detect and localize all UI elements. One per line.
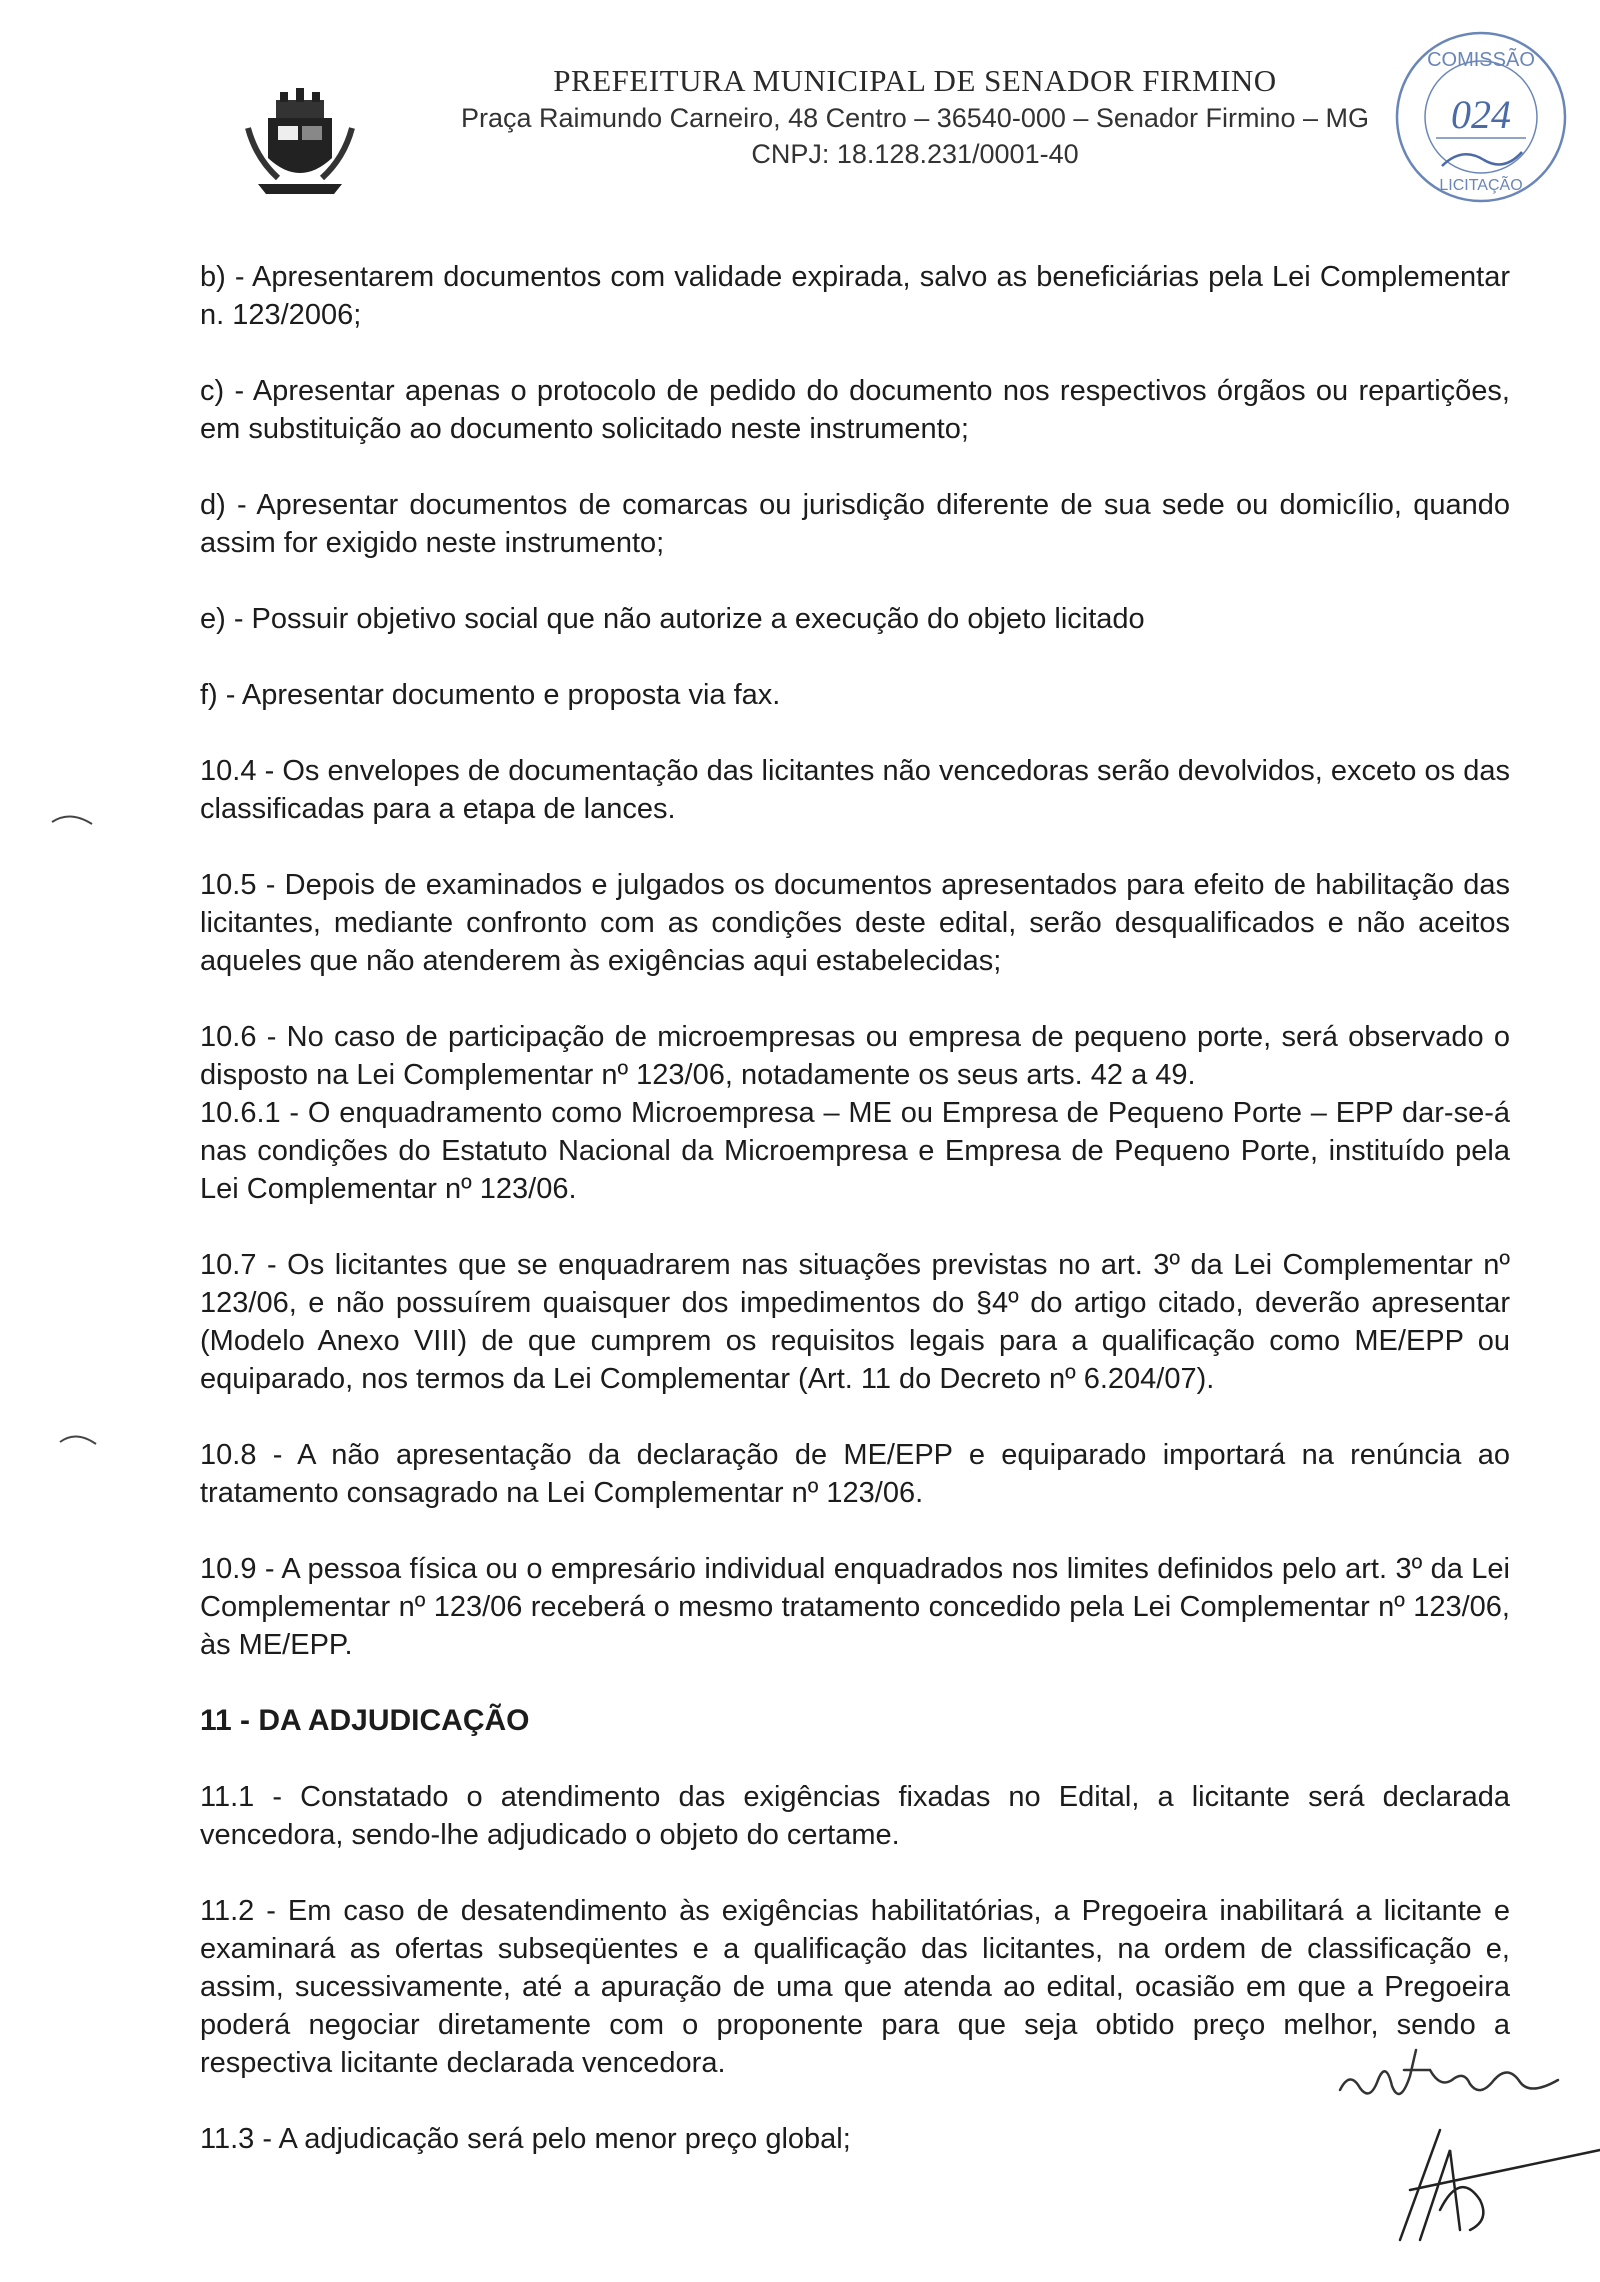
letterhead-address: Praça Raimundo Carneiro, 48 Centro – 36540-000 – Senador Firmino – MG xyxy=(461,103,1369,133)
document-body xyxy=(200,258,1510,2196)
clause-10-9: 10.9 - A pessoa física ou o empresário individual enquadrados nos limites definidos pelo art. 3º da Lei Complementar nº 123/06 receberá o mesmo tratamento concedido pela Lei Complementar nº 123/06, às ME/EPP. xyxy=(200,1553,1510,1661)
stamp-text-top: COMISSÃO xyxy=(1427,49,1535,71)
clause-e: e) - Possuir objetivo social que não autorize a execução do objeto licitado xyxy=(200,603,1145,635)
clause-f: f) - Apresentar documento e proposta via fax. xyxy=(200,679,781,711)
margin-mark xyxy=(50,808,94,826)
clause-11-1: 11.1 - Constatado o atendimento das exigências fixadas no Edital, a licitante será declarada vencedora, sendo-lhe adjudicado o objeto do certame. xyxy=(200,1781,1510,1851)
clause-c: c) - Apresentar apenas o protocolo de pedido do documento nos respectivos órgãos ou repartições, em substituição ao documento solicitado neste instrumento; xyxy=(200,375,1510,445)
margin-mark xyxy=(58,1428,98,1446)
clause-11-2: 11.2 - Em caso de desatendimento às exigências habilitatórias, a Pregoeira inabilitará a licitante e examinará as ofertas subseqüentes e a qualificação das licitantes, na ordem de classificação e, assim, sucessivamente, até a apuração de uma que atenda ao edital, ocasião em que a Pregoeira poderá negociar diretamente com o proponente para que seja obtido preço melhor, sendo a respectiva licitante declarada vencedora. xyxy=(200,1895,1510,2079)
letterhead xyxy=(440,62,1390,172)
clause-10-4: 10.4 - Os envelopes de documentação das licitantes não vencedoras serão devolvidos, exceto os das classificadas para a etapa de lances. xyxy=(200,755,1510,825)
letterhead-title: PREFEITURA MUNICIPAL DE SENADOR FIRMINO xyxy=(553,63,1277,98)
handwritten-initials xyxy=(1330,2040,1570,2110)
letterhead-cnpj: CNPJ: 18.128.231/0001-40 xyxy=(751,139,1079,169)
clause-10-6: 10.6 - No caso de participação de microempresas ou empresa de pequeno porte, será observado o disposto na Lei Complementar nº 123/06, notadamente os seus arts. 42 a 49. xyxy=(200,1021,1510,1091)
stamp-text-bottom: LICITAÇÃO xyxy=(1439,177,1523,194)
municipal-crest-icon xyxy=(238,78,362,198)
clause-11-3: 11.3 - A adjudicação será pelo menor preço global; xyxy=(200,2123,851,2155)
clause-d: d) - Apresentar documentos de comarcas ou jurisdição diferente de sua sede ou domicílio, quando assim for exigido neste instrumento; xyxy=(200,489,1510,559)
clause-b: b) - Apresentarem documentos com validade expirada, salvo as beneficiárias pela Lei Complementar n. 123/2006; xyxy=(200,261,1510,331)
commission-stamp xyxy=(1392,28,1570,206)
clause-10-8: 10.8 - A não apresentação da declaração de ME/EPP e equiparado importará na renúncia ao tratamento consagrado na Lei Complementar nº 123/06. xyxy=(200,1439,1510,1509)
handwritten-signature xyxy=(1380,2110,1600,2260)
clause-10-5: 10.5 - Depois de examinados e julgados os documentos apresentados para efeito de habilitação das licitantes, mediante confronto com as condições deste edital, serão desqualificados e não aceitos aqueles que não atenderem às exigências aqui estabelecidas; xyxy=(200,869,1510,977)
clause-10-7: 10.7 - Os licitantes que se enquadrarem nas situações previstas no art. 3º da Lei Complementar nº 123/06, e não possuírem quaisquer dos impedimentos do §4º do artigo citado, deverão apresentar (Modelo Anexo VIII) de que cumprem os requisitos legais para a qualificação como ME/EPP ou equiparado, nos termos da Lei Complementar (Art. 11 do Decreto nº 6.204/07). xyxy=(200,1249,1510,1395)
stamp-number: 024 xyxy=(1451,92,1511,137)
section-heading-11: 11 - DA ADJUDICAÇÃO xyxy=(200,1704,530,1737)
clause-10-6-1: 10.6.1 - O enquadramento como Microempresa – ME ou Empresa de Pequeno Porte – EPP dar-se-á nas condições do Estatuto Nacional da Microempresa e Empresa de Pequeno Porte, instituído pela Lei Complementar nº 123/06. xyxy=(200,1097,1510,1205)
